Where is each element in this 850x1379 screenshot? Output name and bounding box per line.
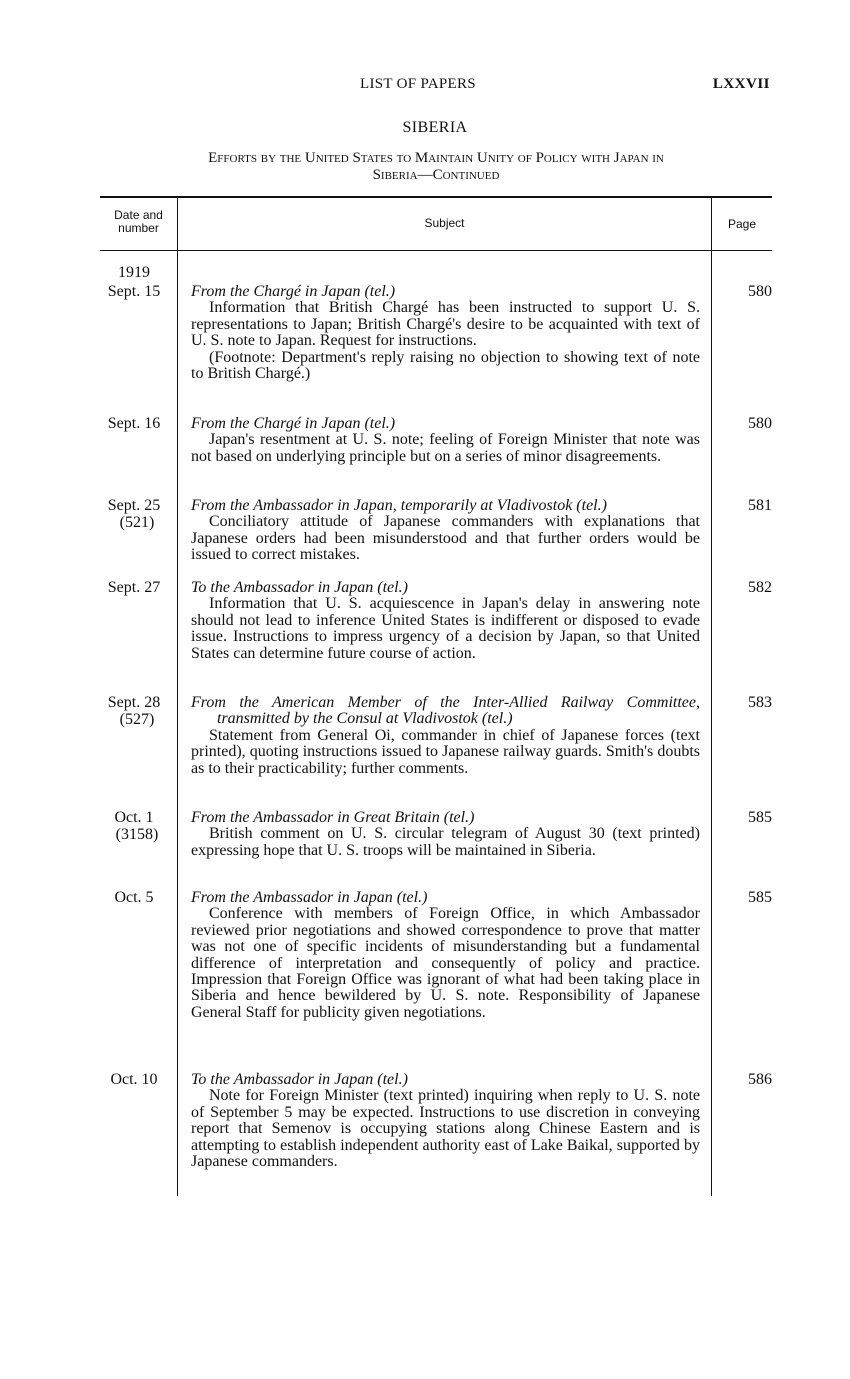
row-page: 580 — [748, 415, 772, 432]
page-column-rule — [711, 196, 712, 1196]
row-body: Conference with members of Foreign Office, in which Ambassador reviewed prior negotiations and showed correspondence to prove that matter was not one of specific incidents of misunderstanding but a fundamental difference of interpretation and consequently of policy and practice. Impression that Foreign Office was ignorant of what had been taking place in Siberia and hence bewildered by U. S. note. Responsibility of Japanese General Staff for publicity given negotiations. — [191, 905, 700, 1021]
running-title: LIST OF PAPERS — [360, 76, 476, 92]
date-column-header — [100, 209, 177, 235]
row-subject — [191, 580, 700, 662]
row-body: Information that British Chargé has been instructed to support U. S. representations to Japan; British Chargé's desire to be acquainted with text of U. S. note to Japan. Request for instructions. — [191, 299, 700, 350]
page-column-header: Page — [727, 217, 757, 231]
date-text: Oct. 1 — [114, 809, 154, 826]
row-date — [100, 890, 168, 907]
row-subject — [191, 695, 700, 777]
header-bottom-rule — [100, 250, 772, 251]
row-date — [100, 498, 168, 531]
row-subject — [191, 284, 700, 382]
row-date — [100, 695, 168, 728]
section-subtitle — [100, 150, 772, 184]
row-subject — [191, 890, 700, 1021]
date-text: Sept. 25 — [107, 497, 161, 514]
row-from: From the Ambassador in Great Britain (tel.) — [191, 809, 475, 826]
date-text: Oct. 10 — [110, 1071, 158, 1088]
row-from: From the Chargé in Japan (tel.) — [191, 283, 396, 300]
row-date — [100, 1072, 168, 1089]
row-from: To the Ambassador in Japan (tel.) — [191, 1071, 408, 1088]
row-from: From the Chargé in Japan (tel.) — [191, 415, 396, 432]
row-body: Note for Foreign Minister (text printed) inquiring when reply to U. S. note of September 5 may be expected. Instructions to use discretion in conveying report that Semenov is occupying stations along Chinese Eastern and is attempting to establish independent authority east of Lake Baikal, supported by Japanese commanders. — [191, 1087, 700, 1171]
subtitle-line-2: Siberia—Continued — [372, 167, 500, 183]
row-page: 585 — [748, 809, 772, 826]
year-label: 1919 — [118, 264, 150, 281]
subject-column-header: Subject — [424, 216, 465, 230]
row-subject — [191, 810, 700, 859]
row-page: 581 — [748, 497, 772, 514]
row-body: Conciliatory attitude of Japanese commanders with explanations that Japanese orders had been misunderstood and that further orders would be issued to correct mistakes. — [191, 513, 700, 564]
row-body: Information that U. S. acquiescence in Japan's delay in answering note should not lead to inference United States is indifferent or disposed to evade issue. Instructions to impress urgency of a decision by Japan, so that United States can determine future course of action. — [191, 595, 700, 662]
date-text: Sept. 28 — [107, 694, 161, 711]
row-date — [100, 284, 168, 301]
row-body: British comment on U. S. circular telegram of August 30 (text printed) expressing hope that U. S. troops will be maintained in Siberia. — [191, 825, 700, 859]
date-text: Sept. 27 — [107, 579, 161, 596]
row-page: 582 — [748, 579, 772, 596]
row-body: Japan's resentment at U. S. note; feeling of Foreign Minister that note was not based on underlying principle but on a series of minor disagreements. — [191, 431, 700, 465]
row-note: (Footnote: Department's reply raising no objection to showing text of note to British Chargé.) — [191, 348, 700, 383]
row-from: From the Ambassador in Japan, temporarily at Vladivostok (tel.) — [191, 497, 607, 514]
row-from: From the Ambassador in Japan (tel.) — [191, 889, 428, 906]
row-page: 580 — [748, 283, 772, 300]
date-text: Sept. 15 — [107, 283, 161, 300]
row-subject — [191, 498, 700, 564]
date-number: (527) — [119, 710, 155, 728]
row-page: 585 — [748, 889, 772, 906]
running-head — [0, 76, 850, 98]
date-text: Sept. 16 — [107, 415, 161, 432]
row-page: 583 — [748, 694, 772, 711]
date-header-line-1: Date and — [114, 208, 163, 222]
date-header-line-2: number — [118, 221, 159, 235]
row-from: To the Ambassador in Japan (tel.) — [191, 579, 408, 596]
row-subject — [191, 1072, 700, 1170]
row-date — [100, 580, 168, 597]
subtitle-line-1: Efforts by the United States to Maintain Unity of Policy with Japan in — [208, 150, 664, 166]
papers-table — [100, 196, 772, 1196]
row-date — [100, 810, 168, 843]
section-title: SIBERIA — [402, 119, 468, 136]
date-column-rule — [177, 196, 178, 1196]
row-subject — [191, 416, 700, 465]
row-body: Statement from General Oi, commander in chief of Japanese forces (text printed), quoting instructions issued to Japanese railway guards. Smith's doubts as to their practicability; further comments. — [191, 726, 700, 777]
date-number: (521) — [119, 513, 155, 531]
row-from: From the American Member of the Inter-Allied Railway Committee, transmitted by the Consul at Vladivostok (tel.) — [191, 694, 700, 728]
row-page: 586 — [748, 1071, 772, 1088]
table-top-rule — [100, 196, 772, 198]
row-date — [100, 416, 168, 433]
date-number: (3158) — [115, 825, 159, 843]
date-text: Oct. 5 — [114, 889, 154, 906]
page-number: LXXVII — [712, 76, 770, 92]
